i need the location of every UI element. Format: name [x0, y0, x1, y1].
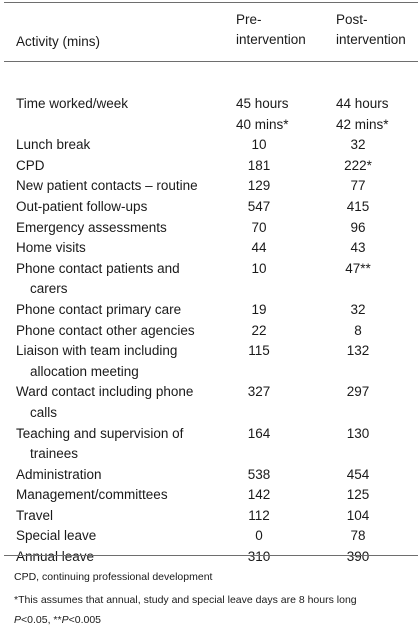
- table-row: [0, 465, 420, 486]
- activity-cell: [16, 341, 228, 382]
- post-value: 43: [350, 240, 366, 256]
- column-header-pre-line1: Pre-: [236, 12, 262, 27]
- post-value-cell: [336, 341, 380, 362]
- activity-cell: [16, 485, 228, 506]
- table-row: [0, 94, 420, 135]
- post-value-cell: [336, 197, 380, 218]
- post-value-cell: [336, 465, 380, 486]
- post-value-cell: [336, 424, 380, 445]
- p-threshold-2: <0.005: [68, 614, 102, 626]
- pre-value-cell: [236, 218, 282, 239]
- pre-value-cell: [236, 424, 282, 445]
- table-row: [0, 238, 420, 259]
- footnote-significance: [14, 612, 101, 628]
- post-value: 415: [346, 198, 370, 214]
- pre-value: 45 hours: [236, 96, 289, 111]
- post-value-cell: [336, 506, 380, 527]
- activity-cell: [16, 300, 228, 321]
- pre-value-cell: [236, 176, 282, 197]
- activity-cell: [16, 135, 228, 156]
- activity-cell: [16, 176, 228, 197]
- post-value: 42 mins*: [336, 116, 389, 132]
- post-value-cell: [336, 382, 380, 403]
- post-value: 32: [350, 137, 366, 153]
- post-value: 78: [350, 528, 366, 544]
- post-value-cell: [336, 156, 380, 177]
- post-value-cell: [336, 135, 380, 156]
- post-value: 390: [346, 549, 370, 565]
- table-row: [0, 197, 420, 218]
- pre-value: 70: [251, 219, 267, 235]
- table-row: [0, 321, 420, 342]
- pre-value: 19: [251, 301, 267, 317]
- activity-text: Phone contact other agencies: [16, 322, 195, 338]
- activity-cell: [16, 197, 228, 218]
- pre-value: 129: [247, 178, 271, 194]
- p-symbol-1: P: [14, 614, 22, 626]
- activity-text: Time worked/week: [16, 96, 129, 111]
- table-row: [0, 547, 420, 568]
- activity-cell: [16, 321, 228, 342]
- activity-cell: [16, 547, 228, 568]
- column-header-post-line1: Post-: [336, 12, 368, 27]
- footnote-cpd: CPD, continuing professional development: [14, 571, 213, 583]
- activity-text: Liaison with team including: [16, 343, 178, 359]
- activity-cell: [16, 238, 228, 259]
- post-value: 454: [346, 466, 370, 482]
- activity-cell: [16, 506, 228, 527]
- table-row: [0, 135, 420, 156]
- activity-cell: [16, 259, 228, 300]
- pre-value-cell: [236, 485, 282, 506]
- post-value-cell: [336, 321, 380, 342]
- activity-text: Administration: [16, 466, 102, 482]
- pre-value-cell: [236, 547, 282, 568]
- activity-text: Out-patient follow-ups: [16, 198, 148, 214]
- pre-value-cell: [236, 300, 282, 321]
- pre-value-cell: [236, 382, 282, 403]
- pre-value: 22: [251, 322, 267, 338]
- activity-text: carers: [30, 281, 68, 297]
- pre-value-cell: [236, 259, 282, 280]
- post-value-cell: [336, 547, 380, 568]
- footnote-assumption: *This assumes that annual, study and special leave days are 8 hours long: [14, 594, 357, 606]
- pre-value: 142: [247, 487, 271, 503]
- pre-value: 310: [247, 549, 271, 565]
- post-value: 47**: [345, 260, 371, 276]
- table-row: [0, 156, 420, 177]
- post-value: 130: [346, 425, 370, 441]
- activity-text: Emergency assessments: [16, 219, 167, 235]
- pre-value: 44: [251, 240, 267, 256]
- column-header-pre-line2: intervention: [236, 32, 306, 47]
- column-header-pre: [236, 10, 306, 50]
- activity-cell: [16, 382, 228, 423]
- table-row: [0, 259, 420, 300]
- pre-value: 181: [247, 157, 271, 173]
- table-row: [0, 506, 420, 527]
- pre-value: 10: [251, 137, 267, 153]
- post-value-cell: [336, 238, 380, 259]
- pre-value: 10: [251, 260, 267, 276]
- activity-cell: [16, 424, 228, 465]
- pre-value-cell: [236, 135, 282, 156]
- pre-value-cell: [236, 156, 282, 177]
- post-value: 32: [350, 301, 366, 317]
- activity-cell: [16, 218, 228, 239]
- activity-text: Phone contact patients and: [16, 260, 180, 276]
- pre-value-cell: [236, 94, 289, 135]
- activity-text: Home visits: [16, 240, 86, 256]
- pre-value-cell: [236, 238, 282, 259]
- post-value: 77: [350, 178, 366, 194]
- post-value: 125: [346, 487, 370, 503]
- pre-value-cell: [236, 506, 282, 527]
- pre-value-cell: [236, 321, 282, 342]
- p-symbol-2: P: [61, 614, 69, 626]
- table-row: [0, 176, 420, 197]
- post-value-cell: [336, 259, 380, 280]
- post-value: 132: [346, 343, 370, 359]
- pre-value: 115: [248, 343, 270, 359]
- post-value: 8: [354, 322, 362, 338]
- table-body: [0, 94, 420, 568]
- activity-text: Phone contact primary care: [16, 301, 182, 317]
- pre-value: 327: [247, 384, 271, 400]
- header-bottom-rule: [4, 61, 418, 62]
- post-value-cell: [336, 485, 380, 506]
- activity-text: Travel: [16, 507, 54, 523]
- post-value-cell: [336, 526, 380, 547]
- activity-cell: [16, 94, 228, 115]
- pre-value-cell: [236, 197, 282, 218]
- activity-text: allocation meeting: [30, 363, 139, 379]
- post-value: 44 hours: [336, 96, 389, 111]
- table-row: [0, 300, 420, 321]
- table-row: [0, 382, 420, 423]
- column-header-post: [336, 10, 406, 50]
- pre-value: 547: [247, 198, 271, 214]
- activity-cell: [16, 526, 228, 547]
- activity-text: CPD: [16, 157, 45, 173]
- activity-text: New patient contacts – routine: [16, 178, 198, 194]
- pre-value: 40 mins*: [236, 116, 289, 132]
- activity-text: Special leave: [16, 528, 97, 544]
- table-row: [0, 424, 420, 465]
- pre-value-cell: [236, 526, 282, 547]
- post-value: 96: [350, 219, 366, 235]
- column-header-activity: Activity (mins): [16, 34, 100, 49]
- activity-text: calls: [30, 404, 58, 420]
- activity-cell: [16, 156, 228, 177]
- table-row: [0, 341, 420, 382]
- activity-text: Annual leave: [16, 549, 95, 565]
- table-row: [0, 526, 420, 547]
- activity-text: Lunch break: [16, 137, 91, 153]
- post-value-cell: [336, 300, 380, 321]
- table-row: [0, 218, 420, 239]
- activity-cell: [16, 465, 228, 486]
- pre-value: 0: [255, 528, 263, 544]
- column-header-post-line2: intervention: [336, 32, 406, 47]
- pre-value-cell: [236, 465, 282, 486]
- post-value-cell: [336, 218, 380, 239]
- post-value: 297: [346, 384, 370, 400]
- post-value: 222*: [344, 157, 372, 173]
- post-value: 104: [346, 507, 370, 523]
- table-top-rule: [4, 2, 418, 3]
- activity-text: trainees: [30, 446, 79, 462]
- pre-value: 164: [247, 425, 271, 441]
- table-bottom-rule: [4, 555, 418, 556]
- activity-text: Ward contact including phone: [16, 384, 194, 400]
- activity-text: Management/committees: [16, 487, 168, 503]
- activity-text: Teaching and supervision of: [16, 425, 184, 441]
- pre-value: 112: [248, 507, 270, 523]
- pre-value-cell: [236, 341, 282, 362]
- post-value-cell: [336, 176, 380, 197]
- pre-value: 538: [247, 466, 271, 482]
- post-value-cell: [336, 94, 389, 135]
- table-row: [0, 485, 420, 506]
- p-threshold-1: <0.05, **: [21, 614, 62, 626]
